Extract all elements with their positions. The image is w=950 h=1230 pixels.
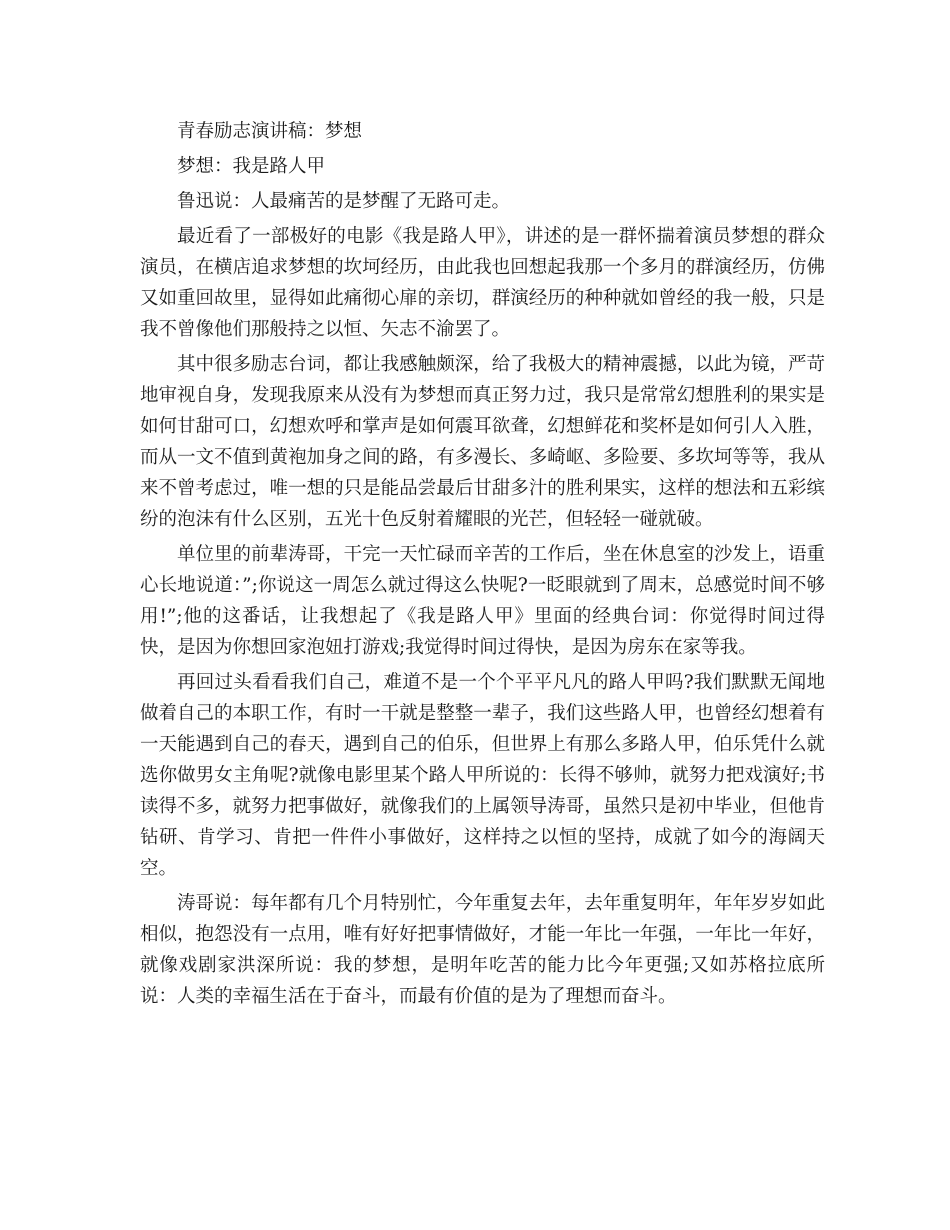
document-title: 青春励志演讲稿：梦想 xyxy=(177,121,363,142)
document-subtitle: 梦想：我是路人甲 xyxy=(177,156,326,177)
body-paragraph: 再回过头看看我们自己，难道不是一个个平平凡凡的路人甲吗?我们默默无闻地做着自己的本职工作，有时一干就是整整一辈子，我们这些路人甲，也曾经幻想着有一天能遇到自己的春天，遇到自己的伯乐，但世界上有那么多路人甲，伯乐凭什么就选你做男女主角呢?就像电影里某个路人甲所说的：长得不够帅，就努力把戏演好;书读得不多，就努力把事做好，就像我们的上属领导涛哥，虽然只是初中毕业，但他肯钻研、肯学习、肯把一件件小事做好，这样持之以恒的坚持，成就了如今的海阔天空。 xyxy=(140,672,825,879)
body-paragraph: 涛哥说：每年都有几个月特别忙，今年重复去年，去年重复明年，年年岁岁如此相似，抱怨没有一点用，唯有好好把事情做好，才能一年比一年强，一年比一年好，就像戏剧家洪深所说：我的梦想，是明年吃苦的能力比今年更强;又如苏格拉底所说：人类的幸福生活在于奋斗，而最有价值的是为了理想而奋斗。 xyxy=(140,893,825,1007)
document-body xyxy=(140,116,825,1016)
body-paragraph: 单位里的前辈涛哥，干完一天忙碌而辛苦的工作后，坐在休息室的沙发上，语重心长地说道：”;你说这一周怎么就过得这么快呢?一眨眼就到了周末，总感觉时间不够用!”;他的这番话，让我想起了《我是路人甲》里面的经典台词：你觉得时间过得快，是因为你想回家泡妞打游戏;我觉得时间过得快，是因为房东在家等我。 xyxy=(140,544,825,658)
quote-paragraph: 鲁迅说：人最痛苦的是梦醒了无路可走。 xyxy=(177,191,511,212)
body-paragraph: 其中很多励志台词，都让我感触颇深，给了我极大的精神震撼，以此为镜，严苛地审视自身，发现我原来从没有为梦想而真正努力过，我只是常常幻想胜利的果实是如何甘甜可口，幻想欢呼和掌声是如何震耳欲聋，幻想鲜花和奖杯是如何引人入胜，而从一文不值到黄袍加身之间的路，有多漫长、多崎岖、多险要、多坎坷等等，我从来不曾考虑过，唯一想的只是能品尝最后甘甜多汁的胜利果实，这样的想法和五彩缤纷的泡沫有什么区别，五光十色反射着耀眼的光芒，但轻轻一碰就破。 xyxy=(140,354,825,530)
body-paragraph: 最近看了一部极好的电影《我是路人甲》，讲述的是一群怀揣着演员梦想的群众演员，在横店追求梦想的坎坷经历，由此我也回想起我那一个多月的群演经历，仿佛又如重回故里，显得如此痛彻心扉的亲切，群演经历的种种就如曾经的我一般，只是我不曾像他们那般持之以恒、矢志不渝罢了。 xyxy=(140,226,825,340)
